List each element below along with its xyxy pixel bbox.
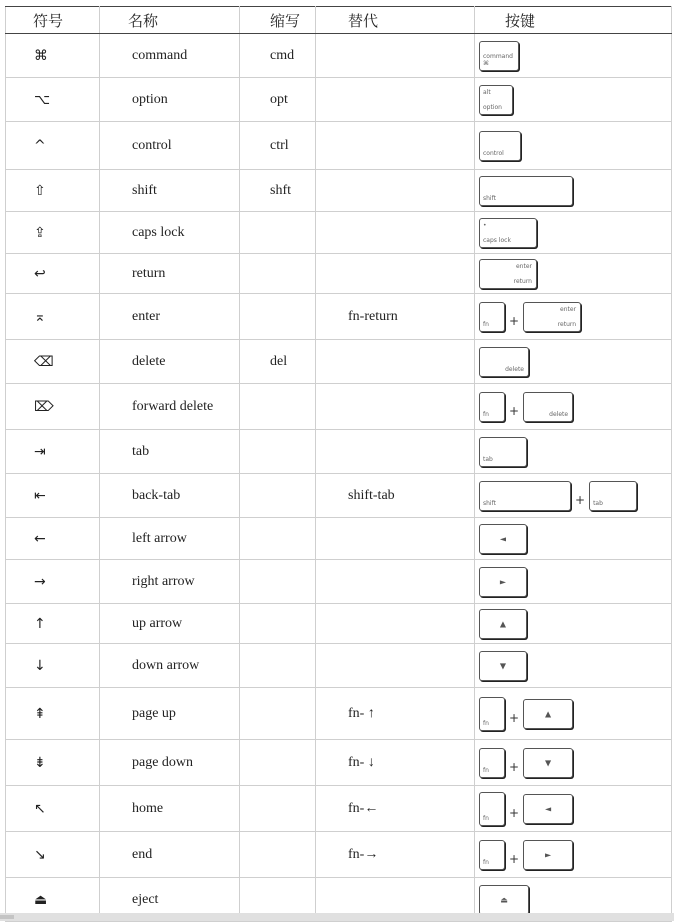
keys-cell [475, 604, 672, 644]
keys-cell [475, 340, 672, 384]
alternative-cell [316, 518, 475, 560]
keycap-legend: ◄ [499, 534, 507, 543]
table-row [6, 78, 672, 122]
plus-sign: + [509, 403, 520, 418]
table-row [6, 688, 672, 740]
keycap-image [479, 302, 505, 332]
abbr-cell [240, 294, 316, 340]
keycap-image [479, 481, 571, 511]
table-row [6, 34, 672, 78]
keys-cell [475, 430, 672, 474]
alternative-cell [316, 644, 475, 688]
keys-cell [475, 294, 672, 340]
plus-sign: + [509, 851, 520, 866]
name-cell: return [100, 254, 240, 294]
abbr-cell [240, 560, 316, 604]
table-row [6, 518, 672, 560]
symbol-cell: ↩ [6, 254, 100, 294]
keycap-image [479, 885, 529, 915]
alternative-cell [316, 254, 475, 294]
keys-cell [475, 688, 672, 740]
alternative-cell [316, 78, 475, 122]
abbr-cell [240, 518, 316, 560]
name-cell: up arrow [100, 604, 240, 644]
name-cell: right arrow [100, 560, 240, 604]
name-cell: down arrow [100, 644, 240, 688]
plus-sign: + [509, 710, 520, 725]
keycap-image [479, 218, 537, 248]
keys-cell [475, 34, 672, 78]
symbol-cell: ⌦ [6, 384, 100, 430]
keycap-legend: return [513, 277, 532, 285]
alternative-cell: fn- ↑ [316, 688, 475, 740]
keycap-legend: ▼ [499, 661, 507, 670]
table-row [6, 474, 672, 518]
table-row [6, 644, 672, 688]
abbr-cell [240, 832, 316, 878]
keycap-legend: ⏏ [500, 895, 508, 904]
name-cell: end [100, 832, 240, 878]
alternative-cell [316, 212, 475, 254]
name-cell: home [100, 786, 240, 832]
keys-cell [475, 170, 672, 212]
keycap-legend: • [483, 221, 487, 229]
abbr-cell: shft [240, 170, 316, 212]
keycap-legend: fn [483, 858, 489, 866]
keys-cell [475, 78, 672, 122]
symbol-cell: ← [6, 518, 100, 560]
symbol-cell: ↖ [6, 786, 100, 832]
keycap-image [479, 437, 527, 467]
alternative-cell: shift-tab [316, 474, 475, 518]
alternative-cell [316, 122, 475, 170]
table-row [6, 122, 672, 170]
symbol-cell: ↘ [6, 832, 100, 878]
keycap-image [479, 259, 537, 289]
alternative-cell: fn-← [316, 786, 475, 832]
keycap-legend: ◄ [544, 804, 552, 813]
keycap-image [479, 131, 521, 161]
alternative-cell: fn-→ [316, 832, 475, 878]
symbol-cell: ⇧ [6, 170, 100, 212]
symbol-cell: ⇪ [6, 212, 100, 254]
header-symbol: 符号 [6, 7, 100, 34]
symbol-cell: ⇥ [6, 430, 100, 474]
alternative-cell: fn- ↓ [316, 740, 475, 786]
name-cell: page down [100, 740, 240, 786]
keycap-legend: ▼ [544, 758, 552, 767]
alternative-cell [316, 34, 475, 78]
abbr-cell: del [240, 340, 316, 384]
symbol-cell: ^ [6, 122, 100, 170]
abbr-cell [240, 688, 316, 740]
symbol-cell: ⌥ [6, 78, 100, 122]
plus-sign: + [509, 805, 520, 820]
name-cell: delete [100, 340, 240, 384]
name-cell: shift [100, 170, 240, 212]
abbr-cell [240, 786, 316, 832]
table-row [6, 430, 672, 474]
keycap-legend: command ⌘ [483, 52, 513, 67]
abbr-cell [240, 740, 316, 786]
keys-cell [475, 474, 672, 518]
symbol-cell: → [6, 560, 100, 604]
keycap-legend: alt [483, 88, 491, 96]
header-abbr: 缩写 [240, 7, 316, 34]
keycap-legend: caps lock [483, 236, 511, 244]
alternative-cell [316, 430, 475, 474]
keycap-image [523, 840, 573, 870]
scrollbar-thumb[interactable] [0, 915, 14, 919]
keycap-legend: tab [593, 499, 603, 507]
keycap-image [479, 840, 505, 870]
name-cell: left arrow [100, 518, 240, 560]
symbol-cell: ⌅ [6, 294, 100, 340]
alternative-cell: fn-return [316, 294, 475, 340]
table-row [6, 740, 672, 786]
symbol-cell: ⇟ [6, 740, 100, 786]
table-row [6, 786, 672, 832]
plus-sign: + [509, 759, 520, 774]
alternative-cell [316, 340, 475, 384]
keycap-legend: ▲ [499, 619, 507, 628]
keycap-legend: fn [483, 410, 489, 418]
keycap-image [523, 794, 573, 824]
keycap-image [479, 41, 519, 71]
header-keys: 按键 [475, 7, 672, 34]
abbr-cell [240, 604, 316, 644]
keycap-image [523, 748, 573, 778]
symbol-cell: ↑ [6, 604, 100, 644]
keys-cell [475, 786, 672, 832]
alternative-cell [316, 560, 475, 604]
horizontal-scrollbar[interactable] [0, 913, 674, 921]
abbr-cell [240, 212, 316, 254]
keys-cell [475, 122, 672, 170]
symbol-cell: ⏏ [6, 878, 100, 922]
keycap-image [479, 792, 505, 826]
name-cell: command [100, 34, 240, 78]
symbol-cell: ⇞ [6, 688, 100, 740]
keycap-image [479, 609, 527, 639]
name-cell: eject [100, 878, 240, 922]
alternative-cell [316, 384, 475, 430]
symbol-cell: ⇤ [6, 474, 100, 518]
keycap-legend: shift [483, 499, 496, 507]
keycap-legend: enter [560, 305, 577, 313]
plus-sign: + [575, 492, 586, 507]
keycap-image [479, 176, 573, 206]
abbr-cell: cmd [240, 34, 316, 78]
keycap-legend: ► [544, 850, 552, 859]
keycap-legend: option [483, 103, 502, 111]
keycap-legend: shift [483, 194, 496, 202]
keycap-legend: fn [483, 320, 489, 328]
name-cell: control [100, 122, 240, 170]
keyboard-symbols-table [5, 6, 672, 922]
keycap-legend: delete [549, 410, 569, 418]
alternative-cell [316, 170, 475, 212]
alternative-cell [316, 604, 475, 644]
keys-cell [475, 740, 672, 786]
keycap-legend: control [483, 149, 504, 157]
keycap-image [479, 748, 505, 778]
header-name: 名称 [100, 7, 240, 34]
keys-cell [475, 832, 672, 878]
keycap-legend: tab [483, 455, 493, 463]
table-row [6, 254, 672, 294]
abbr-cell [240, 474, 316, 518]
keycap-image [523, 302, 581, 332]
keycap-image [523, 699, 573, 729]
plus-sign: + [509, 313, 520, 328]
keycap-legend: enter [515, 262, 532, 270]
keycap-legend: delete [505, 365, 524, 373]
keycap-image [589, 481, 637, 511]
keycap-legend: return [557, 320, 577, 328]
header-row [6, 7, 672, 34]
symbol-cell: ⌫ [6, 340, 100, 384]
keycap-image [479, 567, 527, 597]
keycap-image [479, 347, 529, 377]
table-row [6, 170, 672, 212]
keycap-legend: ► [499, 577, 507, 586]
keycap-legend: fn [483, 766, 489, 774]
keycap-image [479, 697, 505, 731]
name-cell: forward delete [100, 384, 240, 430]
table-row [6, 384, 672, 430]
table-row [6, 832, 672, 878]
symbol-cell: ⌘ [6, 34, 100, 78]
keys-cell [475, 384, 672, 430]
keycap-image [523, 392, 573, 422]
table-row [6, 294, 672, 340]
keycap-image [479, 651, 527, 681]
header-alternative: 替代 [316, 7, 475, 34]
keycap-legend: fn [483, 719, 489, 727]
name-cell: option [100, 78, 240, 122]
table-row [6, 604, 672, 644]
table-row [6, 212, 672, 254]
name-cell: enter [100, 294, 240, 340]
symbol-cell: ↓ [6, 644, 100, 688]
keycap-legend: ▲ [544, 709, 552, 718]
name-cell: page up [100, 688, 240, 740]
abbr-cell [240, 644, 316, 688]
abbr-cell [240, 254, 316, 294]
keys-cell [475, 254, 672, 294]
keycap-image [479, 524, 527, 554]
abbr-cell [240, 430, 316, 474]
abbr-cell: opt [240, 78, 316, 122]
table-row [6, 560, 672, 604]
keycap-legend: fn [483, 814, 489, 822]
keys-cell [475, 560, 672, 604]
name-cell: back-tab [100, 474, 240, 518]
name-cell: caps lock [100, 212, 240, 254]
keycap-image [479, 392, 505, 422]
table-row [6, 340, 672, 384]
keys-cell [475, 212, 672, 254]
keys-cell [475, 644, 672, 688]
abbr-cell: ctrl [240, 122, 316, 170]
keys-cell [475, 518, 672, 560]
abbr-cell [240, 384, 316, 430]
keycap-image [479, 85, 513, 115]
name-cell: tab [100, 430, 240, 474]
